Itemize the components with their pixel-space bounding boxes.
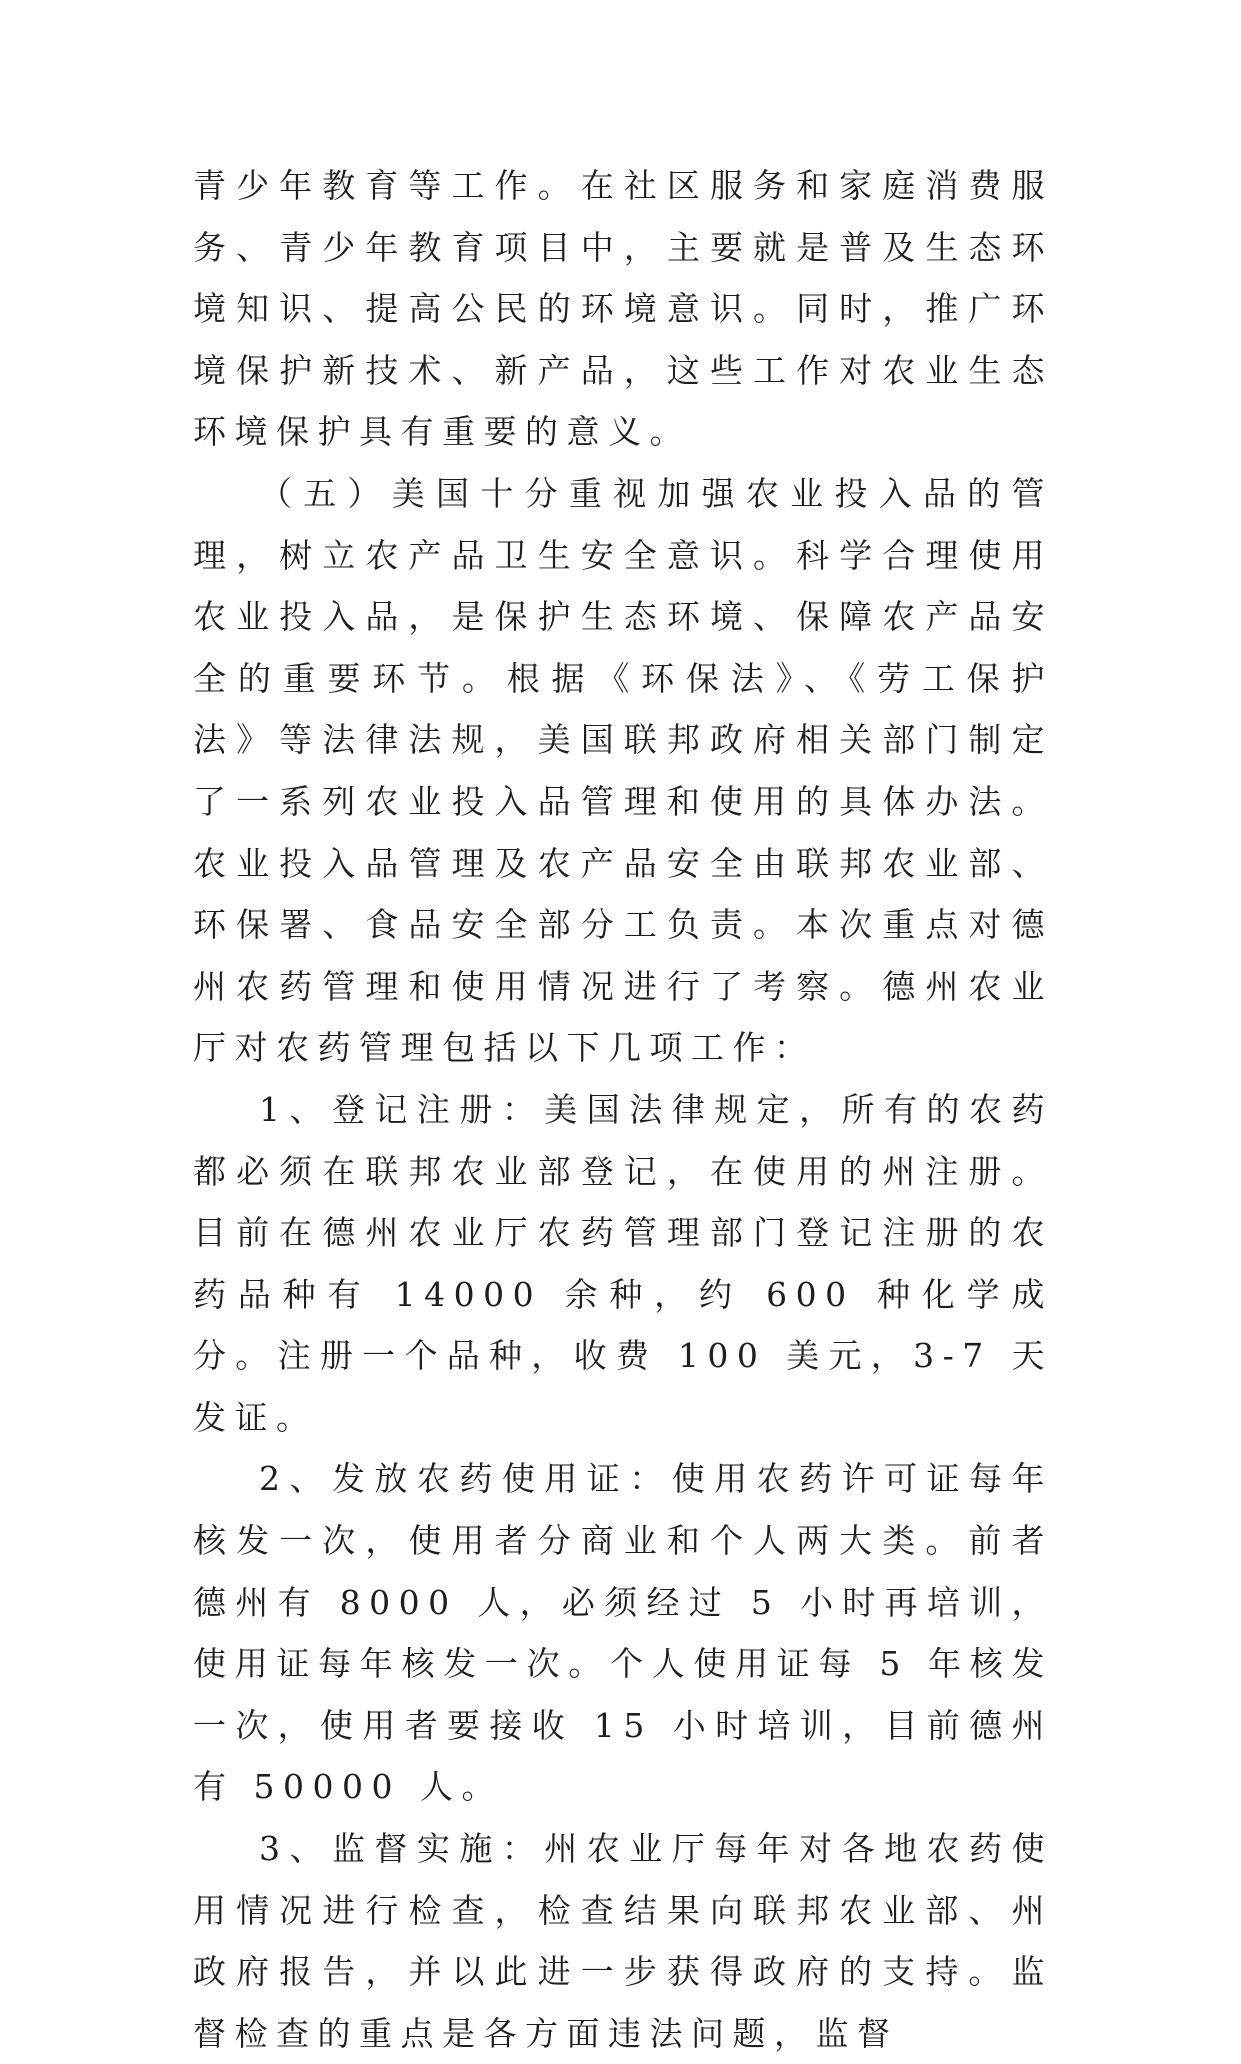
document-body	[193, 155, 1053, 2064]
paragraph-pesticide-license: 2、发放农药使用证：使用农药许可证每年核发一次，使用者分商业和个人两大类。前者德州有 8000 人，必须经过 5 小时再培训，使用证每年核发一次。个人使用证每 5 年核发一次，使用者要接收 15 小时培训，目前德州有 50000 人。	[193, 1459, 1053, 1807]
paragraph-agricultural-inputs: （五）美国十分重视加强农业投入品的管理，树立农产品卫生安全意识。科学合理使用农业投入品，是保护生态环境、保障农产品安全的重要环节。根据《环保法》、《劳工保护法》等法律法规，美国联邦政府相关部门制定了一系列农业投入品管理和使用的具体办法。农业投入品管理及农产品安全由联邦农业部、环保署、食品安全部分工负责。本次重点对德州农药管理和使用情况进行了考察。德州农业厅对农药管理包括以下几项工作：	[193, 473, 1053, 1068]
paragraph-youth-education: 青少年教育等工作。在社区服务和家庭消费服务、青少年教育项目中，主要就是普及生态环境知识、提高公民的环境意识。同时，推广环境保护新技术、新产品，这些工作对农业生态环境保护具有重要的意义。	[193, 166, 1053, 452]
paragraph-supervision: 3、监督实施：州农业厅每年对各地农药使用情况进行检查，检查结果向联邦农业部、州政府报告，并以此进一步获得政府的支持。监督检查的重点是各方面违法问题，监督	[193, 1829, 1053, 2053]
paragraph-registration: 1、登记注册：美国法律规定，所有的农药都必须在联邦农业部登记，在使用的州注册。目前在德州农业厅农药管理部门登记注册的农药品种有 14000 余种，约 600 种化学成分。注册一个品种，收费 100 美元，3-7 天发证。	[193, 1089, 1053, 1437]
